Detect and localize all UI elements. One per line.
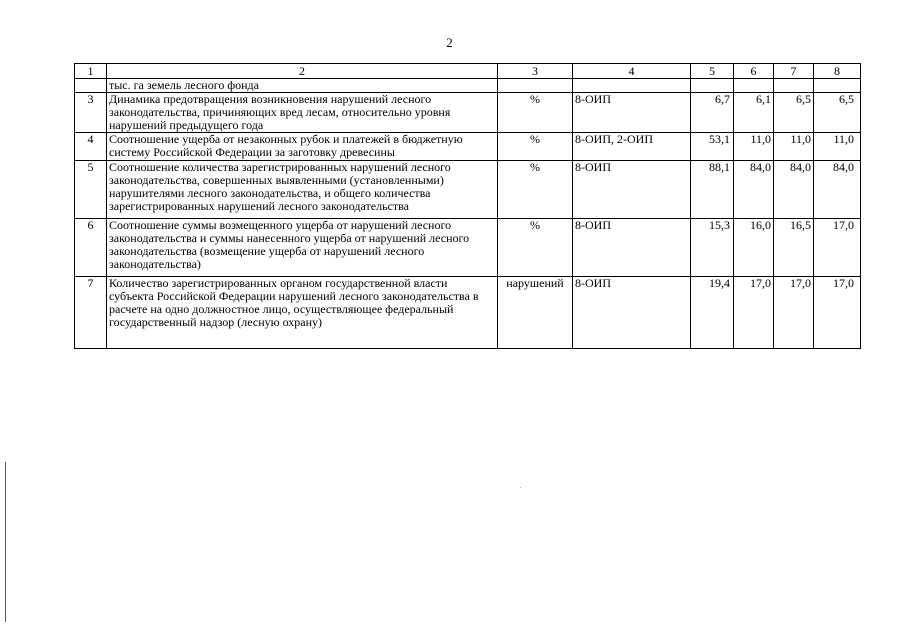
scan-speck: [520, 487, 521, 488]
table-row-continuation: [75, 79, 861, 93]
cell-value: 11,0: [734, 133, 774, 161]
header-cell: 1: [75, 64, 107, 79]
table-row: [75, 161, 861, 219]
cell-value: 17,0: [774, 277, 814, 349]
cell-name: Количество зарегистрированных органом государственной власти субъекта Российской Федерации нарушений лесного законодательства в расчете на одно должностное лицо, осуществляющее федеральный государственный надзор (лесную охрану): [107, 277, 498, 349]
cell-value: 6,5: [774, 93, 814, 133]
cell-name: Соотношение ущерба от незаконных рубок и платежей в бюджетную систему Российской Федерации за заготовку древесины: [107, 133, 498, 161]
scan-margin-line: [5, 462, 6, 622]
indicators-table: [74, 63, 861, 349]
cell-value: [734, 79, 774, 93]
cell-value: 11,0: [814, 133, 861, 161]
header-cell: 7: [774, 64, 814, 79]
table-row: [75, 219, 861, 277]
header-cell: 6: [734, 64, 774, 79]
cell-value: 6,7: [691, 93, 734, 133]
cell-value: 17,0: [814, 219, 861, 277]
cell-name: Динамика предотвращения возникновения нарушений лесного законодательства, причиняющих вред лесам, относительно уровня нарушений предыдущего года: [107, 93, 498, 133]
cell-num: 4: [75, 133, 107, 161]
cell-name: Соотношение суммы возмещенного ущерба от нарушений лесного законодательства и суммы нанесенного ущерба от нарушений лесного законодательства (возмещение ущерба от нарушений лесного законодательства): [107, 219, 498, 277]
cell-value: 84,0: [814, 161, 861, 219]
cell-unit: %: [498, 93, 573, 133]
cell-value: [691, 79, 734, 93]
cell-value: 84,0: [774, 161, 814, 219]
cell-name: Соотношение количества зарегистрированных нарушений лесного законодательства, совершенных выявленными (установленными) нарушителями лесного законодательства, и общего количества зарегистрированных нарушений лесного законодательства: [107, 161, 498, 219]
cell-unit: %: [498, 219, 573, 277]
cell-value: 17,0: [734, 277, 774, 349]
table-row: [75, 93, 861, 133]
cell-form: 8-ОИП: [573, 93, 691, 133]
cell-value: 88,1: [691, 161, 734, 219]
cell-form: 8-ОИП: [573, 161, 691, 219]
table-row: [75, 133, 861, 161]
cell-num: 5: [75, 161, 107, 219]
cell-form: 8-ОИП, 2-ОИП: [573, 133, 691, 161]
cell-value: 19,4: [691, 277, 734, 349]
cell-value: 11,0: [774, 133, 814, 161]
header-cell: 8: [814, 64, 861, 79]
cell-value: 15,3: [691, 219, 734, 277]
header-cell: 3: [498, 64, 573, 79]
header-cell: 4: [573, 64, 691, 79]
cell-value: 84,0: [734, 161, 774, 219]
page-number: 2: [446, 35, 453, 50]
cell-form: 8-ОИП: [573, 277, 691, 349]
cell-name: тыс. га земель лесного фонда: [107, 79, 498, 93]
cell-unit: нарушений: [498, 277, 573, 349]
table-row: [75, 277, 861, 349]
cell-form: 8-ОИП: [573, 219, 691, 277]
cell-form: [573, 79, 691, 93]
header-cell: 2: [107, 64, 498, 79]
header-cell: 5: [691, 64, 734, 79]
table-header-row: [75, 64, 861, 79]
cell-num: 3: [75, 93, 107, 133]
cell-value: 16,0: [734, 219, 774, 277]
cell-value: 6,1: [734, 93, 774, 133]
cell-value: [774, 79, 814, 93]
cell-num: [75, 79, 107, 93]
cell-num: 6: [75, 219, 107, 277]
cell-unit: [498, 79, 573, 93]
cell-unit: %: [498, 133, 573, 161]
cell-value: 16,5: [774, 219, 814, 277]
cell-value: 6,5: [814, 93, 861, 133]
cell-value: [814, 79, 861, 93]
cell-value: 17,0: [814, 277, 861, 349]
cell-unit: %: [498, 161, 573, 219]
cell-num: 7: [75, 277, 107, 349]
cell-value: 53,1: [691, 133, 734, 161]
